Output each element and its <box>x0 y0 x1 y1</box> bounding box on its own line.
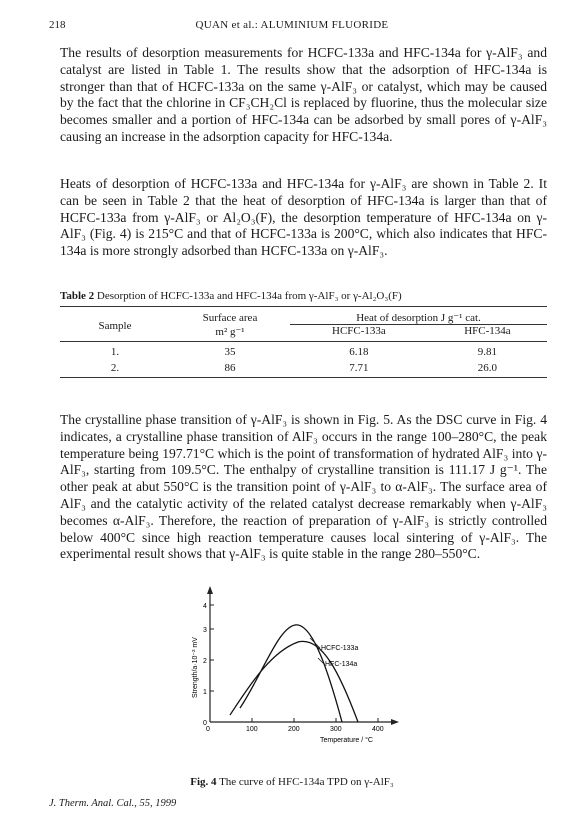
x-tick-label: 400 <box>372 726 384 733</box>
cell-sample: 2. <box>110 361 120 374</box>
cell-hcfc133a: 7.71 <box>349 361 369 374</box>
col-header-hcfc133a: HCFC-133a <box>290 325 428 342</box>
x-axis-arrow <box>391 719 399 725</box>
desorption-table <box>60 306 547 378</box>
x-axis-label: Temperature / °C <box>320 737 373 744</box>
col-header-sample: Sample <box>98 319 132 332</box>
cell-sample: 1. <box>110 345 120 358</box>
figure-label: Fig. 4 <box>190 776 217 788</box>
y-tick-label: 3 <box>203 627 207 634</box>
x-tick-label: 0 <box>206 726 210 733</box>
col-header-heat: Heat of desorption J g⁻¹ cat. <box>356 312 481 324</box>
tpd-curve-figure <box>190 580 400 745</box>
y-tick-label: 1 <box>203 689 207 696</box>
curve-hcfc133a <box>240 625 342 722</box>
cell-surface: 35 <box>224 345 236 358</box>
cell-hcfc133a: 6.18 <box>349 345 369 358</box>
y-axis-arrow <box>207 586 213 594</box>
curve-label-hfc134a: HFC-134a <box>325 661 358 668</box>
figure-caption <box>0 776 584 788</box>
table-row <box>60 358 547 378</box>
table-label: Table 2 <box>60 290 95 302</box>
paragraph-phase-transition: The crystalline phase transition of γ-AlF₃ is shown in Fig. 5. As the DSC curve in Fig. 4 indicates, a crystalline phase transition of AlF₃ occurs in the range 100–280°C, the peak temperature being 197.71°C which is the point of transformation of hydrated AlF₃ into γ-AlF₃, starting from 109.5°C. The enthalpy of crystalline transition is 111.17 J g⁻¹. The other peak at abut 550°C is the transition point of γ-AlF₃ to α-AlF₃. The surface area of AlF₃ and the catalytic activity of the related catalyst decrease remarkably when γ-AlF₃ becomes α-AlF₃. Therefore, the reaction of preparation of γ-AlF₃ is strictly controlled below 400°C since high reaction temperature causes local sintering of γ-AlF₃. The experimental result shows that γ-AlF₃ is quite stable in the range 280–550°C. <box>60 412 547 562</box>
table-row <box>60 341 547 358</box>
paragraph-desorption-results: The results of desorption measurements for HCFC-133a and HFC-134a for γ-AlF₃ and catalyst are listed in Table 1. The results show that the adsorption of HFC-134a is stronger than that of HCFC-133a on the same γ-AlF₃ or catalyst, which may be caused by the fact that the chlorine in CF₃CH₂Cl is replaced by fluorine, thus the molecular size becomes smaller and a portion of HFC-134a can be adsorbed by small pores of γ-AlF₃ causing an increase in the adsorption capacity for HFC-134a. <box>60 45 547 144</box>
paragraph-heats-of-desorption: Heats of desorption of HCFC-133a and HFC-134a for γ-AlF₃ are shown in Table 2. It can be seen in Table 2 that the heat of desorption of HFC-134a is larger than that of HCFC-133a from γ-AlF₃ or Al₂O₃(F), the desorption temperature of HFC-134a on γ-AlF₃ (Fig. 4) is 215°C and that of HCFC-133a is 200°C, which also indicates that HFC-134a is more strongly adsorbed than HCFC-133a on γ-AlF₃. <box>60 176 547 259</box>
x-tick-label: 200 <box>288 726 300 733</box>
y-tick-label: 2 <box>203 658 207 665</box>
table-caption <box>60 290 402 302</box>
col-header-hfc134a: HFC-134a <box>428 325 547 342</box>
curve-label-hcfc133a: HCFC-133a <box>321 645 359 652</box>
col-header-surface-unit: m² g⁻¹ <box>215 325 245 338</box>
x-tick-label: 300 <box>330 726 342 733</box>
journal-footer: J. Therm. Anal. Cal., 55, 1999 <box>49 798 177 809</box>
cell-hfc134a: 9.81 <box>477 345 498 358</box>
y-tick-label: 0 <box>203 720 207 727</box>
col-header-surface: Surface area <box>202 311 258 324</box>
y-axis-label: Strength/a·10⁻² mV <box>192 637 199 698</box>
y-tick-label: 4 <box>203 603 207 610</box>
page-number: 218 <box>49 19 66 31</box>
table-caption-text: Desorption of HCFC-133a and HFC-134a from γ-AlF₃ or γ-Al₂O₃(F) <box>96 290 402 302</box>
x-tick-label: 100 <box>246 726 258 733</box>
figure-caption-text: The curve of HFC-134a TPD on γ-AlF₃ <box>219 776 394 788</box>
cell-surface: 86 <box>224 361 236 374</box>
running-title: QUAN et al.: ALUMINIUM FLUORIDE <box>195 19 389 31</box>
cell-hfc134a: 26.0 <box>477 361 498 374</box>
